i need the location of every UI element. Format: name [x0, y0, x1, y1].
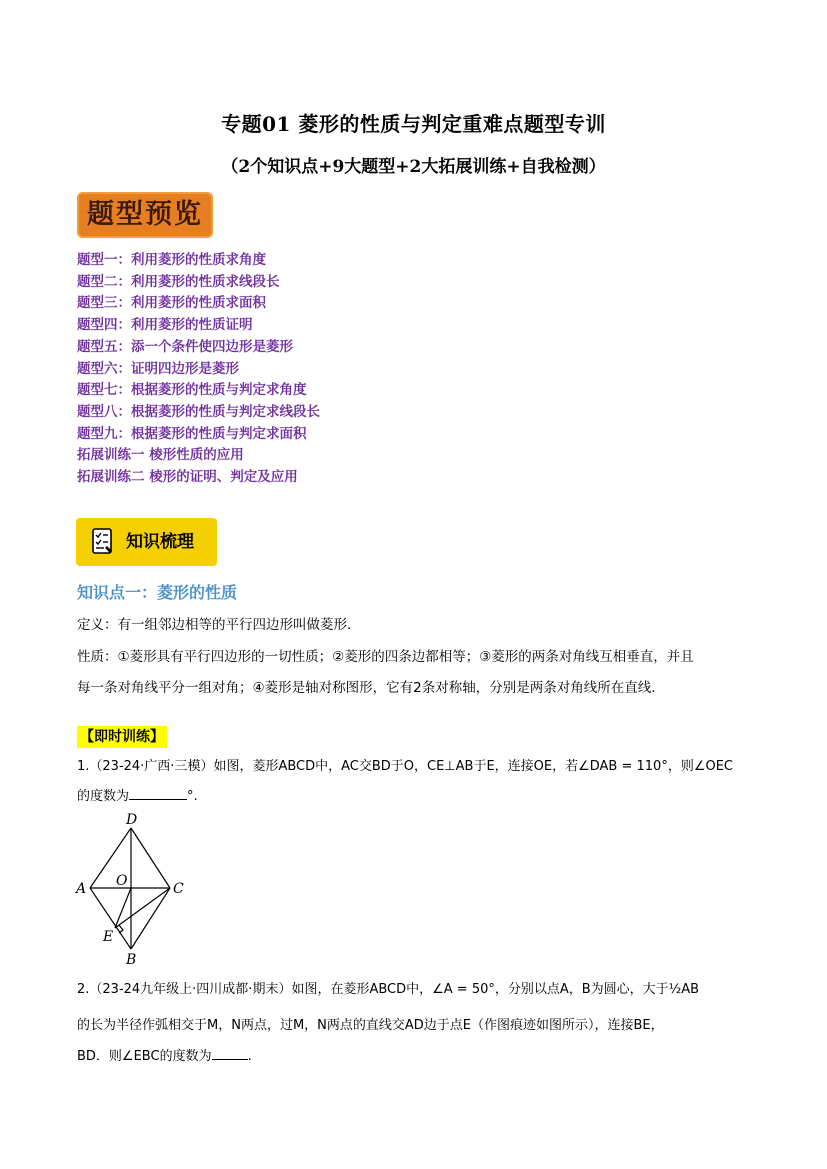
- toc-item[interactable]: 题型一：利用菱形的性质求角度: [77, 252, 266, 268]
- toc-item[interactable]: 题型四：利用菱形的性质证明: [77, 317, 253, 334]
- toc-item[interactable]: 题型五：添一个条件使四边形是菱形: [77, 338, 293, 355]
- definition-text: 定义：有一组邻边相等的平行四边形叫做菱形.: [77, 617, 352, 633]
- toc-item[interactable]: 拓展训练一 棱形性质的应用: [77, 447, 244, 464]
- page-title: 专题01 菱形的性质与判定重难点题型专训: [221, 112, 606, 136]
- question-type-list: [77, 250, 777, 489]
- property-text-line2: 每一条对角线平分一组对角；④菱形是轴对称图形，它有2条对称轴，分别是两条对角线所在直线.: [77, 680, 656, 696]
- toc-item[interactable]: 拓展训练二 棱形的证明、判定及应用: [77, 469, 298, 486]
- knowledge-point-heading: 知识点一：菱形的性质: [77, 583, 238, 602]
- question-2-line1: 2.（23-24九年级上·四川成都·期末）如图，在菱形ABCD中，∠A = 50°，分别以点A，B为圆心，大于½AB: [77, 982, 700, 997]
- page-subtitle: （2个知识点+9大题型+2大拓展训练+自我检测）: [221, 157, 606, 177]
- answer-blank-2[interactable]: [212, 1045, 248, 1060]
- label-d: D: [126, 812, 138, 828]
- toc-item[interactable]: 题型六：证明四边形是菱形: [77, 360, 239, 377]
- label-a: A: [76, 881, 87, 897]
- edge-cb: [131, 888, 170, 949]
- edge-dc: [131, 828, 170, 888]
- document-checklist-icon: [92, 528, 114, 556]
- question-2-prompt: BD．则∠EBC的度数为: [77, 1049, 212, 1064]
- property-text-line1: 性质：①菱形具有平行四边形的一切性质；②菱形的四条边都相等；③菱形的两条对角线互相垂直，并且: [77, 649, 694, 665]
- label-o: O: [116, 873, 128, 889]
- toc-item[interactable]: 题型八：根据菱形的性质与判定求线段长: [77, 403, 320, 420]
- label-c: C: [173, 881, 184, 897]
- toc-item[interactable]: 题型九：根据菱形的性质与判定求面积: [77, 425, 307, 442]
- question-1-line1: 1.（23-24·广西·三模）如图，菱形ABCD中，AC交BD于O，CE⊥AB于E，连接OE，若∠DAB = 110°，则∠OEC: [77, 759, 733, 774]
- toc-item[interactable]: 题型七：根据菱形的性质与判定求角度: [77, 382, 307, 399]
- toc-item[interactable]: 题型二：利用菱形的性质求线段长: [77, 273, 280, 290]
- question-1-unit: °.: [187, 789, 198, 804]
- question-1-prompt: 的度数为: [77, 789, 130, 804]
- question-1-line2: [77, 782, 757, 811]
- label-e: E: [103, 929, 114, 945]
- knowledge-summary-badge: [76, 518, 217, 566]
- knowledge-summary-label: 知识梳理: [126, 532, 194, 552]
- instant-training-label: 【即时训练】: [77, 726, 167, 748]
- rhombus-figure: [70, 812, 190, 967]
- question-preview-badge: 题型预览: [77, 192, 213, 238]
- answer-blank-1[interactable]: [129, 785, 187, 800]
- label-b: B: [126, 952, 137, 967]
- question-2-line3: [77, 1042, 757, 1071]
- toc-item[interactable]: 题型三：利用菱形的性质求面积: [77, 295, 266, 312]
- question-2-end: .: [247, 1049, 252, 1064]
- question-2-line2: 的长为半径作弧相交于M，N两点，过M，N两点的直线交AD边于点E（作图痕迹如图所示），连接BE，: [77, 1018, 664, 1033]
